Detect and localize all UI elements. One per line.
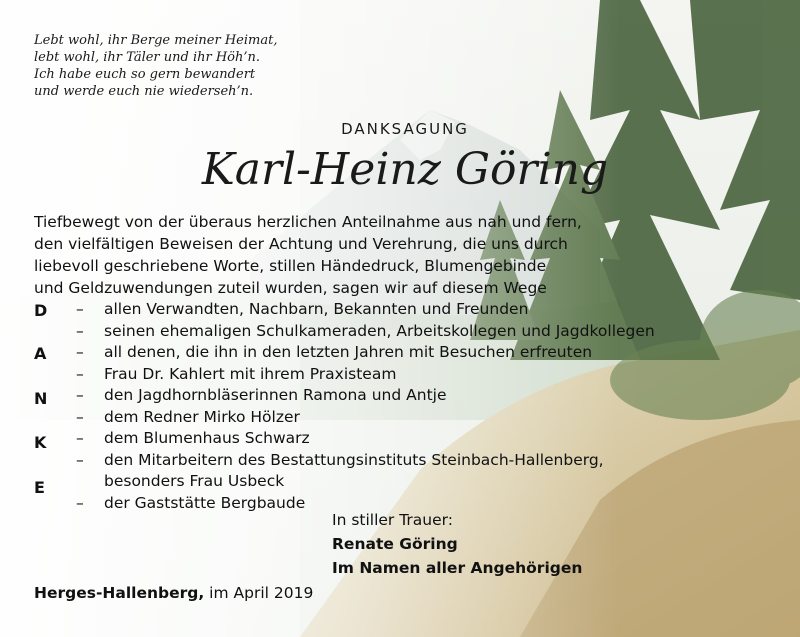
poem-line: Lebt wohl, ihr Berge meiner Heimat, — [34, 33, 278, 48]
place-date — [34, 584, 313, 602]
item-text: seinen ehemaligen Schulkameraden, Arbeitskollegen und Jagdkollegen — [104, 321, 655, 340]
intro-line: den vielfältigen Beweisen der Achtung und Verehrung, die uns durch — [34, 235, 568, 253]
list-item — [76, 450, 655, 472]
list-item — [76, 407, 655, 429]
poem-line: und werde euch nie wiederseh’n. — [34, 84, 254, 99]
list-item-continuation — [76, 471, 655, 493]
mourning-label: In stiller Trauer: — [332, 511, 453, 529]
intro-paragraph — [34, 211, 582, 299]
danke-letter: D — [34, 301, 48, 320]
intro-line: liebevoll geschriebene Worte, stillen Händedruck, Blumengebinde — [34, 257, 547, 275]
item-text: dem Blumenhaus Schwarz — [104, 429, 310, 447]
dash: – — [76, 493, 84, 512]
dash: – — [76, 386, 84, 404]
item-text: all denen, die ihn in den letzten Jahren mit Besuchen erfreuten — [104, 343, 593, 361]
danke-letter: N — [34, 389, 48, 408]
item-text: allen Verwandten, Nachbarn, Bekannten und Freunden — [104, 300, 529, 318]
item-text: besonders Frau Usbeck — [104, 472, 285, 490]
item-text: Frau Dr. Kahlert mit ihrem Praxisteam — [104, 364, 397, 383]
danke-letter: K — [34, 433, 47, 452]
dash: – — [76, 300, 84, 318]
list-item — [76, 299, 655, 321]
danke-letter: E — [34, 478, 45, 497]
dash: – — [76, 343, 84, 361]
danke-letter: A — [34, 344, 47, 363]
list-item — [76, 342, 655, 364]
dash: – — [76, 450, 84, 469]
mourner-family: Im Namen aller Angehörigen — [332, 559, 583, 577]
list-item — [76, 428, 655, 450]
poem-line: Ich habe euch so gern bewandert — [34, 67, 256, 82]
thanks-items — [76, 299, 655, 514]
item-text: dem Redner Mirko Hölzer — [104, 407, 300, 426]
dash: – — [76, 429, 84, 447]
dash: – — [76, 407, 84, 426]
deceased-name: Karl-Heinz Göring — [201, 144, 609, 195]
item-text: der Gaststätte Bergbaude — [104, 493, 306, 512]
heading-text: DANKSAGUNG — [341, 120, 469, 138]
mourning-block — [332, 508, 582, 580]
item-text: den Mitarbeitern des Bestattungsinstituts Steinbach-Hallenberg, — [104, 450, 604, 469]
notice-heading — [0, 120, 800, 138]
poem-line: lebt wohl, ihr Täler und ihr Höh’n. — [34, 50, 261, 65]
intro-line: und Geldzuwendungen zuteil wurden, sagen wir auf diesem Wege — [34, 279, 547, 297]
dash: – — [76, 364, 84, 383]
poem — [34, 32, 277, 100]
mourner-name: Renate Göring — [332, 535, 458, 553]
item-text: den Jagdhornbläserinnen Ramona und Antje — [104, 386, 447, 404]
place-month: im April 2019 — [204, 584, 314, 602]
intro-line: Tiefbewegt von der überaus herzlichen Anteilnahme aus nah und fern, — [34, 213, 582, 231]
list-item — [76, 364, 655, 386]
list-item — [76, 385, 655, 407]
dash: – — [76, 321, 84, 340]
place-town: Herges-Hallenberg, — [34, 584, 205, 602]
list-item — [76, 321, 655, 343]
